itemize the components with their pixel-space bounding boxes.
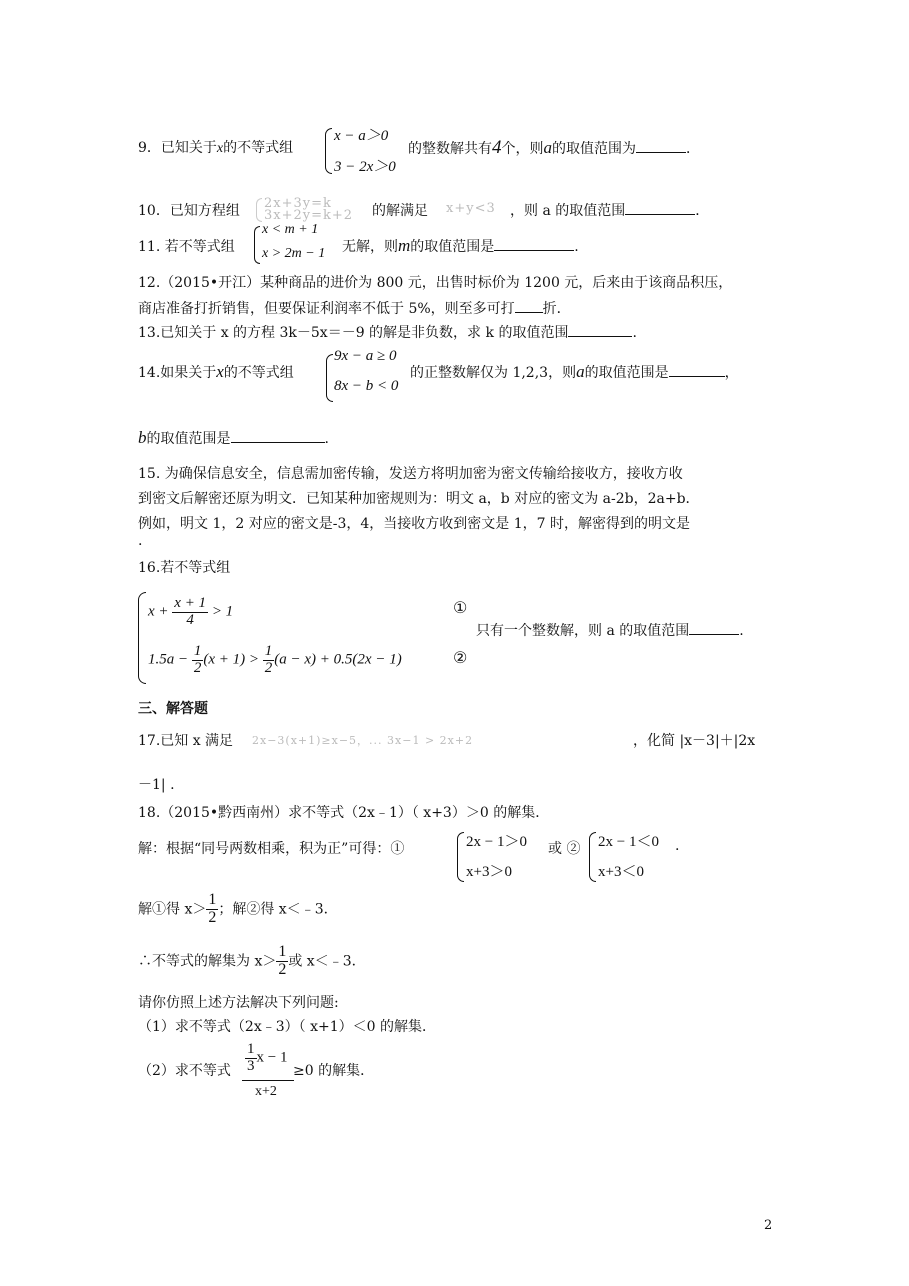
q17-line2: －1| . [138,777,175,793]
q17-prefix: 17.已知 x 满足 [138,733,234,749]
q18-dot: . [675,838,680,854]
q18-p2-numerator: $\frac{1}{3}$ x − 1 [247,1041,288,1074]
q18-part1: （1）求不等式（2x﹣3）（ x+1）＜0 的解集． [138,1019,436,1035]
q11-line1: x < m + 1 [262,222,319,237]
q12-line1: 12.（2015•开江）某种商品的进价为 800 元，出售时标价为 1200 元，后来由于该商品积压， [138,275,733,291]
q11-brace [254,226,260,264]
q11-prefix: 11. 若不等式组 [138,239,235,255]
q10-brace [256,198,262,222]
q9-line2: 3 − 2x＞0 [334,159,396,175]
q18-p2-fraction-bar [242,1080,294,1081]
q18-ask: 请你仿照上述方法解决下列问题: [138,995,339,1011]
section-title: 三、解答题 [138,701,208,717]
page-number: 2 [764,1218,773,1233]
q16-eq1: x + $\frac{x + 1}{4}$ > 1 [148,595,234,628]
q10-tail: ，则 a 的取值范围 ． [510,203,710,219]
q15-line3: 例如，明文 1，2 对应的密文是-3，4，当接收方收到密文是 1，7 时，解密得到的明文是 [138,516,690,532]
q15-line1: 15. 为确保信息安全，信息需加密传输，发送方将明加密为密文传输给接收方，接收方收 [138,466,683,482]
q18-result2: ∴不等式的解集为 x＞ $\frac{1}{2}$ 或 x＜﹣3． [138,943,366,978]
q17-tail: ，化简 |x－3|＋|2x [633,733,756,749]
q14-brace [326,354,333,402]
q18-p2-tail: ≥0 的解集． [293,1063,375,1079]
q9-line1: x − a＞0 [334,128,389,144]
q14-line1: 9x − a ≥ 0 [334,348,397,364]
q18-s1l1: 2x − 1＞0 [466,834,527,850]
q14-line-b: b的取值范围是 . [138,428,329,447]
q16-tail: 只有一个整数解，则 a 的取值范围 . [476,623,744,639]
q18-line1: 18.（2015•黔西南州）求不等式（2x﹣1）（ x+3）＞0 的解集． [138,805,550,821]
q18-sol-a: 解：根据“同号两数相乘，积为正”可得：① [138,841,405,857]
q9-brace [325,128,332,174]
q15-line4: . [138,533,143,549]
q16-brace [138,592,146,684]
q18-part2: （2）求不等式 [138,1063,231,1079]
q16-mark1: ① [453,598,468,617]
q14-line2: 8x − b < 0 [334,378,399,394]
q18-p2-denominator: x+2 [255,1084,277,1099]
q18-or: 或 ② [548,841,581,857]
q14-prefix: 14.如果关于x的不等式组 [138,362,294,381]
q18-brace2 [589,832,596,882]
q18-result1: 解①得 x＞ $\frac{1}{2}$ ；解②得 x＜﹣3． [138,891,338,926]
q18-s2l2: x+3＜0 [598,864,644,880]
q10-blur1: 2x+3y=k [264,196,332,211]
q12-line2: 商店准备打折销售，但要保证利润率不低于 5%，则至多可打 折． [138,301,571,317]
q16-eq2: 1.5a − $\frac{1}{2}$ (x + 1) > $\frac{1}{2}$ (a − x) + 0.5(2x − 1) [148,643,402,676]
q16-mark2: ② [453,648,468,667]
q10-prefix: 10．已知方程组 [138,203,240,219]
q10-mid: 的解满足 [372,203,428,219]
q18-brace1 [457,832,464,882]
q11-tail: 无解，则m的取值范围是 . [342,236,579,255]
q11-line2: x > 2m − 1 [262,246,326,261]
q16-title: 16.若不等式组 [138,560,231,576]
q9-after: 的整数解共有4个，则a的取值范围为 ． [408,137,700,158]
q14-after: 的正整数解仅为 1,2,3，则a的取值范围是 ， [410,362,739,381]
q13-line: 13.已知关于 x 的方程 3k－5x＝－9 的解是非负数，求 k 的取值范围 . [138,325,637,341]
q15-line2: 到密文后解密还原为明文．已知某种加密规则为：明文 a，b 对应的密文为 a-2b，2a+b． [138,491,700,507]
q18-s1l2: x+3＞0 [466,864,512,880]
q10-blur2: 3x+2y=k+2 [264,208,354,223]
q17-blur: 2x−3(x+1)≥x−5，... 3x−1 > 2x+2 [252,734,474,747]
q9-prefix: 9．已知关于x的不等式组 [138,140,294,156]
q18-s2l1: 2x − 1＜0 [598,834,659,850]
q10-blur3: x+y<3 [446,201,496,216]
